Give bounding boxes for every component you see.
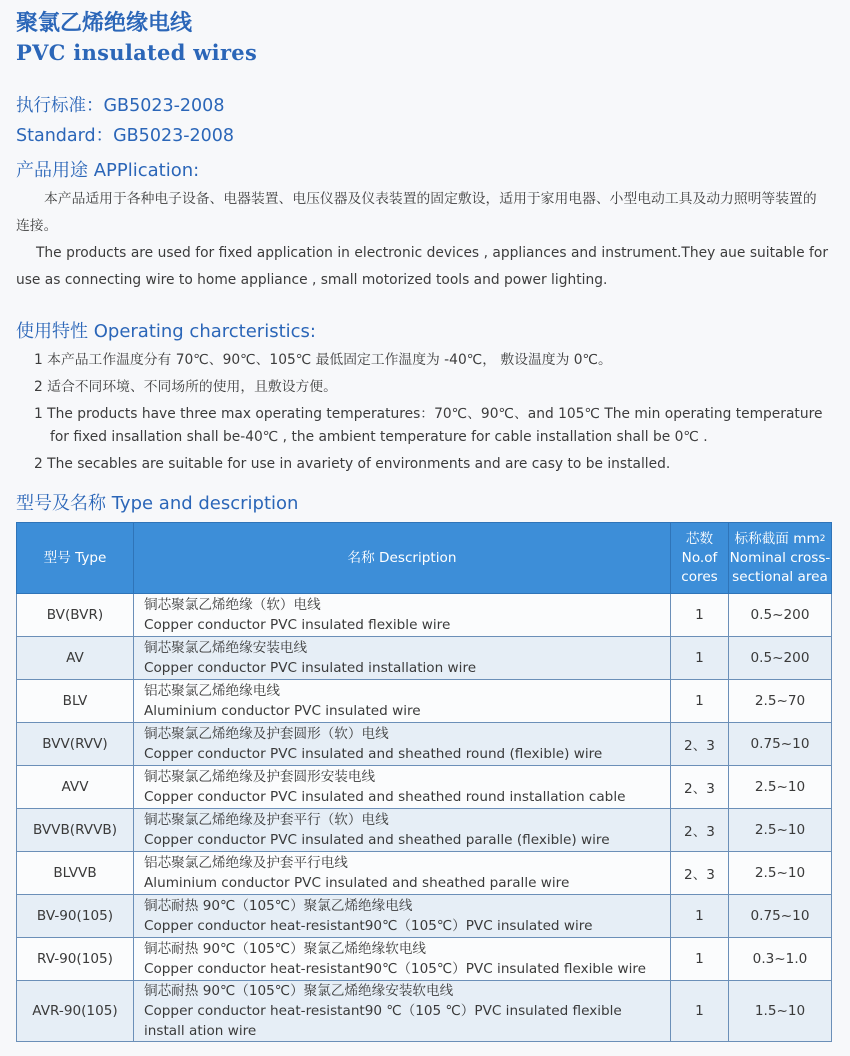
operating-line-2-cn: 2 适合不同环境、不同场所的使用，且敷设方便。 — [34, 379, 337, 395]
row-model: AVV — [17, 766, 134, 809]
row-description — [134, 766, 671, 809]
row-cores: 1 — [671, 594, 729, 637]
row-desc-en: Aluminium conductor PVC insulated wire — [144, 703, 421, 719]
table-row — [17, 723, 832, 766]
row-desc-en: Copper conductor heat-resistant90℃（105℃）PVC insulated wire — [144, 918, 593, 934]
standard-en: Standard：GB5023-2008 — [16, 126, 235, 146]
table-row — [17, 981, 832, 1042]
operating-line-2-en: 2 The secables are suitable for use in avariety of environments and are casy to be installed. — [34, 456, 671, 472]
row-model: BLVVB — [17, 852, 134, 895]
application-heading: 产品用途 APPlication: — [16, 160, 200, 181]
row-desc-cn: 铜芯耐热 90℃（105℃）聚氯乙烯绝缘安装软电线 — [144, 983, 454, 999]
row-desc-cn: 铜芯聚氯乙烯绝缘及护套平行（软）电线 — [144, 812, 389, 828]
table-row — [17, 938, 832, 981]
header-area — [729, 523, 832, 594]
row-description — [134, 895, 671, 938]
header-cores-en-1: No.of — [681, 549, 718, 566]
row-description — [134, 938, 671, 981]
type-heading: 型号及名称 Type and description — [16, 493, 299, 514]
row-model: RV-90(105) — [17, 938, 134, 981]
table-row — [17, 680, 832, 723]
row-description — [134, 809, 671, 852]
row-model: BV-90(105) — [17, 895, 134, 938]
row-desc-en: Copper conductor PVC insulated and sheathed round installation cable — [144, 789, 626, 805]
row-description — [134, 981, 671, 1042]
row-area: 2.5~10 — [729, 809, 832, 852]
row-desc-cn: 铜芯聚氯乙烯绝缘（软）电线 — [144, 597, 321, 613]
header-description: 名称 Description — [134, 523, 671, 594]
operating-line-1-cn: 1 本产品工作温度分有 70℃、90℃、105℃ 最低固定工作温度为 -40℃， 敷设温度为 0℃。 — [34, 352, 612, 368]
row-area: 2.5~70 — [729, 680, 832, 723]
row-model: BVV(RVV) — [17, 723, 134, 766]
row-desc-en: Copper conductor PVC insulated and sheathed round (flexible) wire — [144, 746, 603, 762]
row-area: 0.5~200 — [729, 637, 832, 680]
table-header-row — [17, 523, 832, 594]
row-desc-cn: 铜芯耐热 90℃（105℃）聚氯乙烯绝缘电线 — [144, 898, 413, 914]
type-table — [16, 522, 832, 1042]
standard-cn: 执行标准：GB5023-2008 — [16, 96, 225, 116]
table-row — [17, 766, 832, 809]
table-row — [17, 852, 832, 895]
row-desc-cn: 铜芯耐热 90℃（105℃）聚氯乙烯绝缘软电线 — [144, 941, 427, 957]
operating-line-1-en-cont: for fixed insallation shall be-40℃ , the ambient temperature for cable installation shall be 0℃ . — [50, 429, 708, 445]
row-cores: 1 — [671, 895, 729, 938]
table-row — [17, 895, 832, 938]
header-cores-en-2: cores — [681, 568, 718, 585]
row-desc-en: Aluminium conductor PVC insulated and sheathed paralle wire — [144, 875, 570, 891]
row-area: 1.5~10 — [729, 981, 832, 1042]
row-cores: 2、3 — [671, 809, 729, 852]
row-desc-en: Copper conductor PVC insulated flexible wire — [144, 617, 451, 633]
row-area: 0.5~200 — [729, 594, 832, 637]
header-area-en-1: Nominal cross- — [729, 549, 831, 566]
row-desc-cn: 铜芯聚氯乙烯绝缘及护套圆形（软）电线 — [144, 726, 389, 742]
row-area: 0.75~10 — [729, 723, 832, 766]
row-cores: 1 — [671, 981, 729, 1042]
table-row — [17, 809, 832, 852]
row-area: 0.3~1.0 — [729, 938, 832, 981]
row-desc-cn: 铜芯聚氯乙烯绝缘及护套圆形安装电线 — [144, 769, 376, 785]
row-description — [134, 852, 671, 895]
row-description — [134, 723, 671, 766]
row-description — [134, 594, 671, 637]
row-cores: 1 — [671, 637, 729, 680]
row-cores: 2、3 — [671, 852, 729, 895]
operating-line-1-en: 1 The products have three max operating temperatures：70℃、90℃、and 105℃ The min operating temperature — [34, 406, 823, 422]
header-area-cn-line — [729, 530, 831, 549]
row-desc-cn: 铝芯聚氯乙烯绝缘及护套平行电线 — [144, 855, 348, 871]
operating-heading: 使用特性 Operating charcteristics: — [16, 321, 316, 342]
page-title-cn: 聚氯乙烯绝缘电线 — [16, 10, 193, 36]
row-desc-cn: 铜芯聚氯乙烯绝缘安装电线 — [144, 640, 308, 656]
row-cores: 1 — [671, 938, 729, 981]
row-model: BLV — [17, 680, 134, 723]
row-desc-en: Copper conductor heat-resistant90 ℃（105 ℃）PVC insulated flexible — [144, 1003, 622, 1019]
application-text-en: The products are used for fixed application in electronic devices , appliances and instrument.They aue suitable for use as connecting wire to home appliance , small motorized tools and power lighting. — [16, 245, 828, 288]
row-model: BVVB(RVVB) — [17, 809, 134, 852]
header-model: 型号 Type — [17, 523, 134, 594]
row-description — [134, 637, 671, 680]
page-title-en: PVC insulated wires — [16, 40, 258, 65]
table-row — [17, 637, 832, 680]
row-cores: 1 — [671, 680, 729, 723]
application-text-cn: 本产品适用于各种电子设备、电器装置、电压仪器及仪表装置的固定敷设，适用于家用电器、小型电动工具及动力照明等装置的连接。 — [16, 191, 817, 234]
row-model: BV(BVR) — [17, 594, 134, 637]
row-model: AV — [17, 637, 134, 680]
row-desc-en: Copper conductor PVC insulated installation wire — [144, 660, 477, 676]
row-desc-cn: 铝芯聚氯乙烯绝缘电线 — [144, 683, 280, 699]
row-desc-en: Copper conductor heat-resistant90℃（105℃）PVC insulated flexible wire — [144, 961, 647, 977]
table-row — [17, 594, 832, 637]
row-model: AVR-90(105) — [17, 981, 134, 1042]
row-desc-en: Copper conductor PVC insulated and sheathed paralle (flexible) wire — [144, 832, 610, 848]
header-cores — [671, 523, 729, 594]
header-area-cn: 标称截面 mm — [734, 530, 820, 547]
header-area-en-2: sectional area — [732, 568, 828, 585]
header-area-sup: 2 — [819, 533, 826, 544]
row-area: 0.75~10 — [729, 895, 832, 938]
row-area: 2.5~10 — [729, 852, 832, 895]
row-description — [134, 680, 671, 723]
row-area: 2.5~10 — [729, 766, 832, 809]
row-cores: 2、3 — [671, 766, 729, 809]
row-desc-en-cont: install ation wire — [144, 1023, 257, 1039]
row-cores: 2、3 — [671, 723, 729, 766]
header-cores-cn: 芯数 — [685, 530, 714, 547]
